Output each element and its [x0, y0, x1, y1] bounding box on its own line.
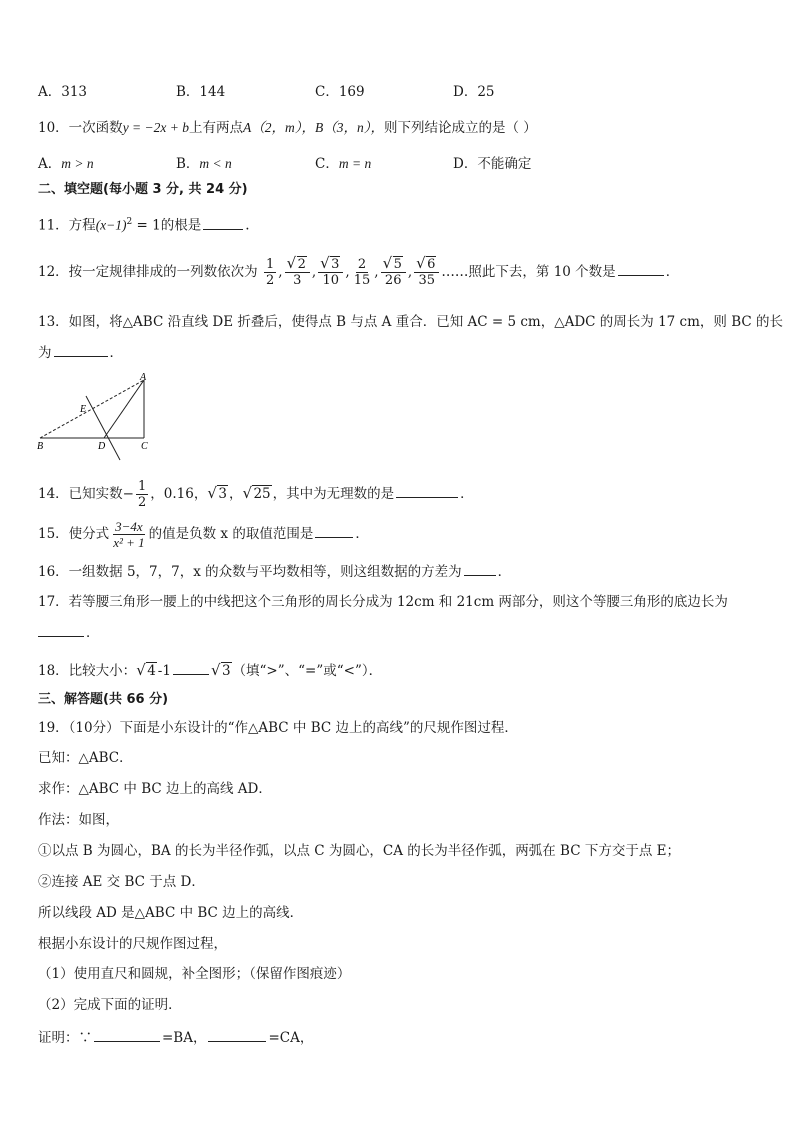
- question-13: 13．如图，将△ABC 沿直线 DE 折叠后，使得点 B 与点 A 重合．已知 AC = 5 cm，△ADC 的周长为 17 cm，则 BC 的长: [38, 314, 783, 330]
- q12-term-5: √ $\frac{5}{26}$: [381, 257, 406, 288]
- question-19-line-11: 证明：∵ =BA， =CA，: [38, 1027, 313, 1048]
- q12-term-4: $\frac{2}{15}$: [353, 257, 371, 288]
- section-3-title: 三、解答题(共 66 分): [38, 692, 169, 707]
- question-10: [38, 118, 537, 138]
- label-a: A: [140, 372, 147, 383]
- label-d: D: [98, 441, 106, 452]
- question-16: 16．一组数据 5，7，7，x 的众数与平均数相等，则这组数据的方差为 ．: [38, 561, 511, 582]
- q19-blank-2[interactable]: [208, 1027, 266, 1042]
- q10-option-d: D．不能确定: [453, 156, 532, 172]
- q10-point-a: A（2，m），: [243, 120, 316, 135]
- q12-answer-blank[interactable]: [618, 261, 664, 276]
- question-19-line-7: 所以线段 AD 是△ABC 中 BC 边上的高线．: [38, 905, 304, 921]
- question-17-cont: ．: [38, 622, 100, 643]
- label-c: C: [141, 441, 148, 452]
- q9-option-c: C．169: [315, 84, 365, 100]
- q9-option-a: A．313: [38, 84, 88, 100]
- label-e: E: [80, 404, 87, 415]
- label-b: B: [37, 441, 44, 452]
- segment-ab-dashed: [40, 380, 144, 438]
- q11-answer-blank[interactable]: [203, 215, 243, 230]
- q16-answer-blank[interactable]: [464, 561, 496, 576]
- q10-stem-post: 则下列结论成立的是（ ）: [384, 120, 537, 136]
- q12-term-3: √ $\frac{3}{10}$: [318, 257, 343, 288]
- question-17: 17．若等腰三角形一腰上的中线把这个三角形的周长分成为 12cm 和 21cm 两部分，则这个等腰三角形的底边长为: [38, 594, 728, 610]
- q12-term-6: √ $\frac{6}{35}$: [414, 257, 439, 288]
- q17-answer-blank[interactable]: [38, 622, 84, 637]
- q19-blank-1[interactable]: [94, 1027, 160, 1042]
- question-19-line-6: ②连接 AE 交 BC 于点 D．: [38, 874, 205, 890]
- q10-option-a: A．m > n: [38, 156, 94, 172]
- q10-option-b: B．m < n: [176, 156, 232, 172]
- section-2-title: 二、填空题(每小题 3 分, 共 24 分): [38, 182, 248, 197]
- q10-stem-mid: 上有两点: [189, 120, 244, 136]
- question-19-line-4: 作法：如图，: [38, 812, 119, 828]
- q9-option-d: D．25: [453, 84, 495, 100]
- question-19-line-8: 根据小东设计的尺规作图过程，: [38, 936, 227, 952]
- q12-term-2: √ $\frac{2}{3}$: [285, 257, 310, 288]
- segment-ad: [104, 380, 144, 438]
- q14-answer-blank[interactable]: [396, 483, 458, 498]
- question-19-line-10: （2）完成下面的证明．: [38, 997, 182, 1013]
- q15-answer-blank[interactable]: [315, 523, 353, 538]
- q13-triangle-figure: [36, 372, 166, 462]
- question-19-line-9: （1）使用直尺和圆规，补全图形；（保留作图痕迹）: [38, 966, 351, 982]
- q10-point-b: B（3，n），: [315, 120, 385, 135]
- q18-answer-blank[interactable]: [173, 660, 209, 675]
- question-19-line-5: ①以点 B 为圆心，BA 的长为半径作弧，以点 C 为圆心，CA 的长为半径作弧，两弧在 BC 下方交于点 E；: [38, 843, 680, 859]
- question-18: 18．比较大小：√ 4 -1√ 3 （填“>”、“=”或“<”）．: [38, 660, 382, 681]
- question-15: 15．使分式 $\frac{3-4x}{\text{x² + 1}}$ 的值是负数 x 的取值范围是 ．: [38, 519, 369, 550]
- q10-stem: 10．一次函数: [38, 120, 123, 136]
- question-13-cont: 为 ．: [38, 342, 123, 363]
- q10-function: y = −2x + b: [122, 120, 190, 135]
- question-19-line-2: 已知：△ABC．: [38, 750, 133, 766]
- question-14: 14．已知实数− $\frac{1}{2}$ ，0.16，√ 3 ，√ 25 ，其中为无理数的是 ．: [38, 476, 474, 512]
- question-19-line-1: 19．（10分）下面是小东设计的“作△ABC 中 BC 边上的高线”的尺规作图过程．: [38, 720, 518, 736]
- question-19-line-3: 求作：△ABC 中 BC 边上的高线 AD．: [38, 781, 272, 797]
- q13-answer-blank[interactable]: [54, 342, 108, 357]
- q12-term-1: $\frac{1}{2}$: [265, 257, 275, 288]
- question-12: 12．按一定规律排成的一列数依次为 $\frac{1}{2}$ , √ $\frac{2}{3}$ , √ $\frac{3}{10}$ , $\frac{2}{15}$ , √ $\frac{5}{26}$ , √ $\frac{6}{35}$ ……照此下去，第 10 个数是 ．: [38, 252, 679, 292]
- question-11: 11．方程$(x-1)^2 = 1$的根是 .: [38, 212, 250, 236]
- q9-option-b: B．144: [176, 84, 226, 100]
- q10-option-c: C．m = n: [315, 156, 372, 172]
